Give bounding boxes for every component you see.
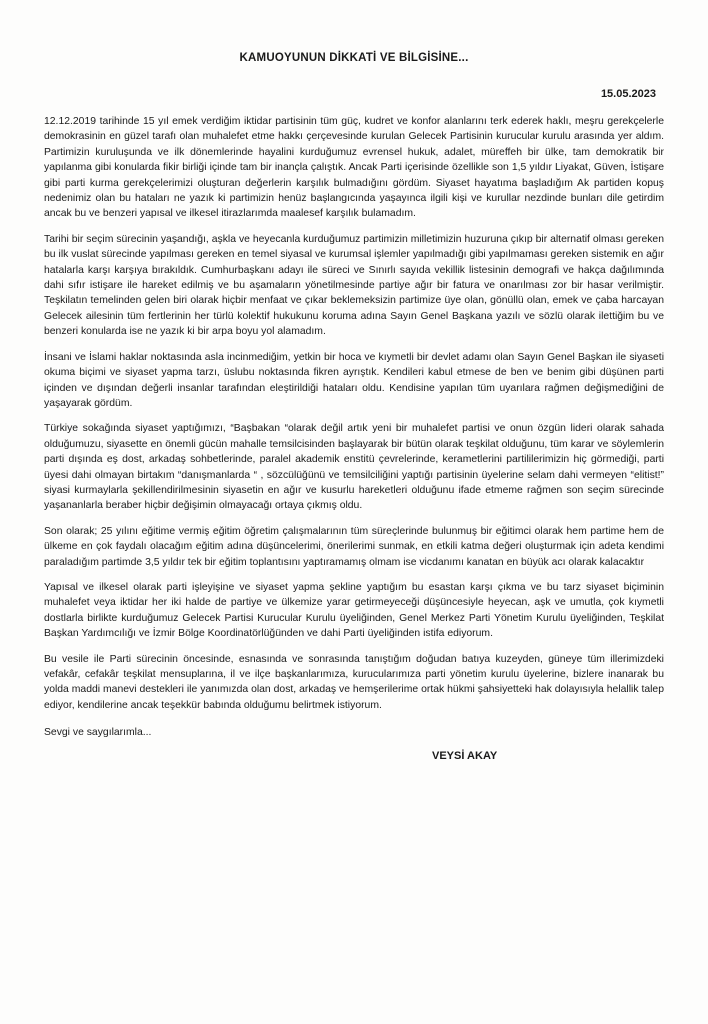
- paragraph-1: 12.12.2019 tarihinde 15 yıl emek verdiğim iktidar partisinin tüm güç, kudret ve konfor alanlarını terk ederek haklı, meşru gerekçelerle demokrasinin en güzel tarafı olan muhalefet etme hakkı çerçevesinde kurulan Gelecek Partisinin kurucular kurulu arasında yer aldım. Partimizin kuruluşunda ve ilk dönemlerinde hayalini kurduğumuz evrensel hukuk, adalet, müreffeh bir ülke, tam demokratik bir yapılanma gibi konularda fikir birliği içinde tam bir inançla çalıştık. Ancak Parti içerisinde özellikle son 1,5 yıldır Liyakat, Güven, İstişare gibi parti kurma gerekçelerimizi oluşturan değerlerin karşılık bulmadığını gördüm. Siyaset hayatıma başladığım Ak partiden kopuş nedenimiz olan bu hataları ne yazık ki partimizin henüz başlangıcında yaşayınca ilgili kişi ve kurullar nezdinde bunları dile getirdim ancak bu ve benzeri yapısal ve ilkesel itirazlarımda maalesef karşılık bulamadım.: [44, 116, 664, 220]
- paragraph-2: Tarihi bir seçim sürecinin yaşandığı, aşkla ve heyecanla kurduğumuz partimizin milletimizin huzuruna çıkıp bir alternatif olması gereken bu ilk vuslat sürecinde yapılması gereken en temel siyasal ve kurumsal işlemler yapılmadığı gibi yapılmaması gereken sistemik en ağır hatalarla karşı karşıya bırakıldık. Cumhurbaşkanı adayı ile süreci ve Sınırlı sayıda vekillik listesinin demografi ve hakça dağılımında dahi sıfır istişare ile hareket edilmiş ve bu aşamaların yönetilmesinde partiye ağır bir fatura ve onarılması zor bir hasar verilmiştir. Teşkilatın temelinden gelen biri olarak hiçbir menfaat ve çıkar beklemeksizin partimize üye olan, gönüllü olan, emek ve çaba harcayan Gelecek ailesinin tüm fertlerinin her türlü kolektif hukukunu koruma adına Sayın Genel Başkana yazılı ve sözlü olarak ilettiğim bu ve benzeri konularda ise ne yazık ki bir arpa boyu yol alamadım.: [44, 233, 664, 338]
- document-date: 15.05.2023: [600, 88, 656, 100]
- paragraph-7: Bu vesile ile Parti sürecinin öncesinde, esnasında ve sonrasında tanıştığım doğudan batıya kuzeyden, güneye tüm illerimizdeki vefakâr, cefakâr teşkilat mensuplarına, il ve ilçe başkanlarımıza, kurucularımıza parti yönetim kurulu üyelerine, bizlere inanarak bu yolda maddi manevi destekleri ile yanımızda olan dost, arkadaş ve hemşerilerime ortak hükmi şahsiyetteki hak dolayısıyla helallik talep ediyor, kendilerine ancak teşekkür babında olduğumu belirtmek istiyorum.: [44, 653, 664, 711]
- document-title: KAMUOYUNUN DİKKATİ VE BİLGİSİNE...: [239, 52, 469, 64]
- signature-name: VEYSİ AKAY: [432, 750, 498, 763]
- paragraph-6: Yapısal ve ilkesel olarak parti işleyişine ve siyaset yapma şekline yaptığım bu esastan karşı çıkma ve bu tarz siyaset biçiminin muhalefet veya iktidar her iki halde de partiye ve ülkemize yarar getirmeyeceği düşüncesiyle heyecan, aşk ve umutla, çok kıymetli dostlarla birlikte kurduğumuz Gelecek Partisi Kurucular Kurulu üyeliğinden, Genel Merkez Parti Yönetim Kurulu üyeliğinden, Teşkilat Başkan Yardımcılığı ve İzmir Bölge Koordinatörlüğünden ve dahi Parti üyeliğinden istifa ediyorum.: [44, 581, 664, 640]
- closing-line: Sevgi ve saygılarımla...: [44, 727, 152, 739]
- paragraph-4: Türkiye sokağında siyaset yaptığımızı, “Başbakan “olarak değil artık yeni bir muhalefet partisi ve onun özgün lideri olarak sahada olduğumuzu, siyasette en önemli gücün mahalle temsilcisinden başlayarak bir bütün olarak teşkilat olduğunu, tüm karar ve söylemlerin parti dışında eş dost, arkadaş sohbetlerinde, paralel akademik enstitü çevrelerinde, kerametlerini partililerimizin hiç görmediği, parti üyesi dahi olmayan birtakım “danışmanlarda “ , sözcülüğünü ve temsilciliğini yaptığı partisinin üyelerine selam dahi vermeyen “elitist!” siyasi kurmaylarla şekillendirilmesinin siyasetin en ağır ve kusurlu hareketleri olduğunu ifade etmeme rağmen son seçim sürecinde yaşananlarla beraber hiçbir değişimin olmayacağı ortaya çıkmış oldu.: [44, 423, 664, 512]
- paragraph-3: İnsani ve İslami haklar noktasında asla incinmediğim, yetkin bir hoca ve kıymetli bir devlet adamı olan Sayın Genel Başkan ile siyaseti okuma biçimi ve siyaset yapma tarzı, üslubu noktasında fikren ayrıştık. Kendileri kabul etmese de ben ve benim gibi düşünen parti içinden ve dışından değerli insanlar tarafından eleştirildiği hataları oldu. Kendisine yapılan tüm uyarılara rağmen değişmediğini de yaşayarak gördüm.: [44, 351, 664, 409]
- paragraph-5: Son olarak; 25 yılını eğitime vermiş eğitim öğretim çalışmalarının tüm süreçlerinde bulunmuş bir eğitimci olarak hem partime hem de ülkeme en çok faydalı olacağım eğitim adına düşüncelerimi, önerilerimi sunmak, en etkili katma değeri oluşturmak için adeta kendimi paraladığım partimde 3,5 yıldır tek bir eğitim toplantısını yaptıramamış olmam ise vicdanımı kanatan en büyük acı olarak kalacaktır: [44, 525, 664, 568]
